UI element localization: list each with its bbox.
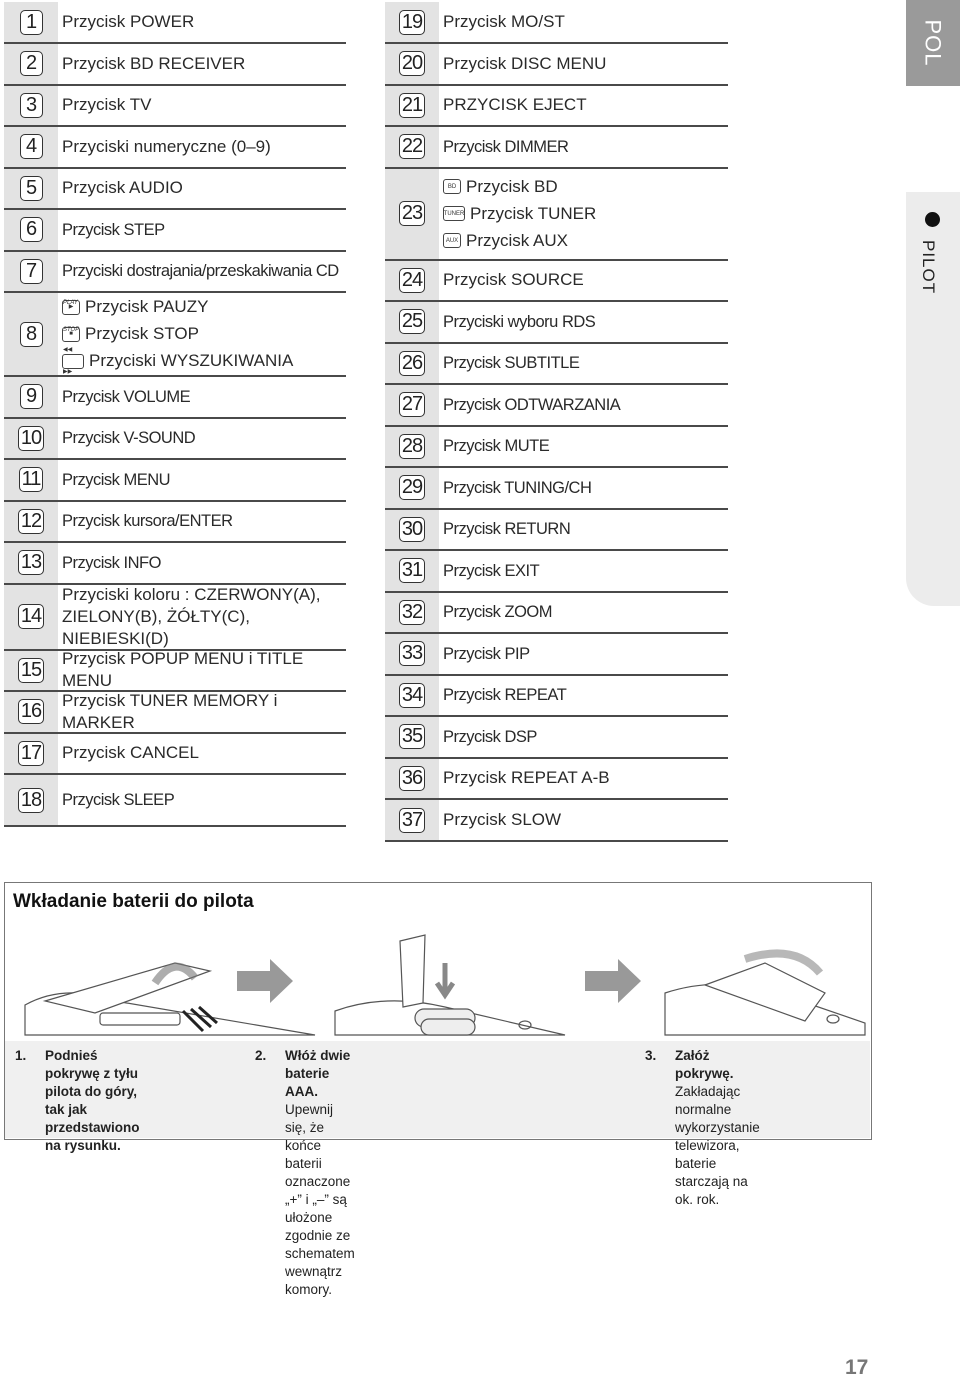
language-tab-label: POL bbox=[921, 19, 946, 67]
item-label: Przyciski numeryczne (0–9) bbox=[62, 136, 271, 156]
next-arrow-icon bbox=[237, 959, 293, 1003]
legend-row bbox=[385, 344, 728, 386]
item-number-cell bbox=[385, 261, 439, 301]
item-number-cell bbox=[385, 427, 439, 467]
item-number-cell bbox=[4, 293, 58, 375]
sub-item bbox=[62, 294, 293, 321]
item-label: Przycisk VOLUME bbox=[62, 387, 191, 406]
step-heading-line: Podnieś pokrywę z tyłu bbox=[45, 1048, 139, 1081]
battery-title: Wkładanie baterii do pilota bbox=[13, 891, 254, 912]
step-body-line: ułożone zgodnie ze schematem wewnątrz komory. bbox=[285, 1210, 355, 1297]
sub-item-label: Przycisk TUNER bbox=[470, 203, 597, 223]
language-tab bbox=[906, 0, 960, 86]
legend-row bbox=[385, 385, 728, 427]
legend-row bbox=[385, 634, 728, 676]
legend-row bbox=[385, 86, 728, 128]
legend-row bbox=[4, 86, 346, 128]
item-number: 5 bbox=[20, 176, 43, 201]
item-label: Przycisk MENU bbox=[62, 470, 171, 489]
legend-row bbox=[385, 676, 728, 718]
item-number: 15 bbox=[18, 658, 44, 683]
item-number: 23 bbox=[399, 201, 425, 226]
item-number: 2 bbox=[20, 51, 43, 76]
item-label: Przycisk MO/ST bbox=[443, 12, 565, 31]
item-number: 4 bbox=[20, 134, 43, 159]
item-label: PRZYCISK EJECT bbox=[443, 95, 587, 115]
step-body-line: baterie starczają na ok. rok. bbox=[675, 1156, 748, 1207]
legend-row bbox=[4, 127, 346, 169]
item-number-cell bbox=[385, 593, 439, 633]
item-number: 16 bbox=[18, 699, 44, 724]
legend-row bbox=[4, 543, 346, 585]
item-label: Przycisk SOURCE bbox=[443, 270, 584, 290]
sub-item bbox=[443, 200, 596, 227]
button-icon: BD bbox=[443, 179, 461, 194]
item-label-line: NIEBIESKI(D) bbox=[62, 628, 169, 648]
item-number-cell bbox=[4, 2, 58, 42]
right-column bbox=[385, 2, 728, 842]
item-label: Przycisk TUNER MEMORY i MARKER bbox=[62, 690, 278, 732]
legend-row bbox=[385, 44, 728, 86]
button-icon: ◀◀ ▶▶ bbox=[62, 354, 84, 369]
item-number: 30 bbox=[399, 517, 425, 542]
item-label: Przycisk SLEEP bbox=[62, 791, 175, 809]
legend-row bbox=[4, 651, 346, 693]
item-label bbox=[58, 294, 293, 375]
item-label: Przycisk RETURN bbox=[443, 520, 571, 539]
item-number-cell bbox=[385, 551, 439, 591]
item-label: Przycisk PIP bbox=[443, 644, 530, 663]
item-label: Przycisk POWER bbox=[62, 12, 195, 31]
item-label-line: ZIELONY(B), ŻÓŁTY(C), bbox=[62, 606, 250, 626]
page-number: 17 bbox=[845, 1356, 869, 1379]
item-number-cell bbox=[385, 717, 439, 757]
button-icon: AUX bbox=[443, 233, 461, 248]
button-icon: ▶ PLAY bbox=[62, 300, 80, 315]
legend-row bbox=[4, 585, 346, 651]
item-number-cell bbox=[385, 676, 439, 716]
item-label: Przyciski dostrajania/przeskakiwania CD bbox=[62, 262, 339, 281]
sub-item bbox=[443, 173, 596, 200]
item-number-cell bbox=[4, 585, 58, 649]
legend-row bbox=[4, 44, 346, 86]
item-label: Przycisk V-SOUND bbox=[62, 429, 196, 448]
left-column bbox=[4, 2, 346, 827]
item-label: Przycisk TV bbox=[62, 95, 152, 115]
section-tab-label: PILOT bbox=[919, 240, 938, 295]
item-label: Przycisk REPEAT A-B bbox=[443, 768, 610, 788]
legend-row bbox=[4, 419, 346, 461]
item-number-cell bbox=[385, 759, 439, 799]
sub-item bbox=[443, 227, 596, 254]
item-number-cell bbox=[4, 543, 58, 583]
item-number: 25 bbox=[399, 309, 425, 334]
item-number-cell bbox=[4, 86, 58, 126]
item-number: 8 bbox=[20, 322, 43, 347]
item-number-cell bbox=[4, 775, 58, 825]
item-number: 14 bbox=[18, 604, 44, 629]
item-number: 1 bbox=[20, 10, 43, 35]
item-number: 13 bbox=[18, 550, 44, 575]
item-label: Przycisk BD RECEIVER bbox=[62, 53, 246, 73]
item-number: 12 bbox=[18, 509, 44, 534]
legend-row bbox=[385, 2, 728, 44]
legend-row bbox=[385, 302, 728, 344]
button-icon: ■ STOP bbox=[62, 327, 80, 342]
item-number: 36 bbox=[399, 766, 425, 791]
item-label: Przycisk POPUP MENU i TITLE MENU bbox=[62, 649, 304, 691]
step-body-line: Zakładając normalne bbox=[675, 1084, 741, 1117]
item-label: Przycisk SLOW bbox=[443, 810, 562, 829]
item-number: 33 bbox=[399, 641, 425, 666]
next-arrow-icon bbox=[585, 959, 641, 1003]
item-number-cell bbox=[385, 468, 439, 508]
item-number: 17 bbox=[18, 741, 44, 766]
item-number-cell bbox=[4, 169, 58, 209]
step-body-line: wykorzystanie telewizora, bbox=[675, 1120, 760, 1153]
item-number: 19 bbox=[399, 10, 425, 35]
item-label bbox=[58, 584, 321, 650]
legend-row bbox=[385, 468, 728, 510]
step-text bbox=[285, 1047, 355, 1299]
item-label: Przycisk ODTWARZANIA bbox=[443, 395, 621, 414]
remote-batteries-image bbox=[335, 935, 565, 1035]
sub-item-label: Przycisk BD bbox=[466, 176, 558, 196]
item-number: 7 bbox=[20, 259, 43, 284]
item-number-cell bbox=[385, 169, 439, 259]
steps-band bbox=[5, 1041, 870, 1297]
item-number-cell bbox=[4, 44, 58, 84]
item-number-cell bbox=[4, 210, 58, 250]
item-number-cell bbox=[4, 460, 58, 500]
legend-row bbox=[385, 127, 728, 169]
battery-illustration bbox=[5, 923, 870, 1041]
item-label-line: Przyciski koloru : CZERWONY(A), bbox=[62, 584, 321, 604]
legend-row bbox=[4, 169, 346, 211]
item-number: 18 bbox=[18, 788, 44, 813]
item-label: Przycisk MUTE bbox=[443, 437, 550, 456]
legend-row bbox=[385, 551, 728, 593]
item-label: Przycisk kursora/ENTER bbox=[62, 512, 233, 531]
item-number-cell bbox=[4, 127, 58, 167]
item-number: 27 bbox=[399, 392, 425, 417]
item-number: 21 bbox=[399, 93, 425, 118]
item-label: Przycisk AUDIO bbox=[62, 178, 183, 198]
legend-row bbox=[385, 510, 728, 552]
step-heading-line: przedstawiono na rysunku. bbox=[45, 1120, 140, 1153]
item-number: 22 bbox=[399, 134, 425, 159]
button-icon: TUNER bbox=[443, 206, 465, 221]
item-number: 31 bbox=[399, 558, 425, 583]
item-number: 20 bbox=[399, 51, 425, 76]
sub-item bbox=[62, 321, 293, 348]
step-body-line: Upewnij się, że końce baterii oznaczone „+” i „–” są bbox=[285, 1102, 351, 1207]
legend-row bbox=[4, 293, 346, 377]
item-number-cell bbox=[385, 634, 439, 674]
item-number: 29 bbox=[399, 475, 425, 500]
item-number: 9 bbox=[20, 384, 43, 409]
item-label: Przycisk DISC MENU bbox=[443, 53, 607, 73]
item-number: 24 bbox=[399, 268, 425, 293]
legend-row bbox=[4, 775, 346, 827]
step-text bbox=[675, 1047, 760, 1209]
step-text bbox=[45, 1047, 140, 1155]
legend-row bbox=[385, 593, 728, 635]
item-number-cell bbox=[385, 86, 439, 126]
sub-item-label: Przycisk PAUZY bbox=[85, 297, 209, 316]
item-label: Przycisk INFO bbox=[62, 553, 161, 572]
item-number-cell bbox=[385, 385, 439, 425]
bullet-icon bbox=[925, 212, 940, 227]
item-number-cell bbox=[4, 377, 58, 417]
item-number-cell bbox=[385, 344, 439, 384]
step-heading-line: pilota do góry, tak jak bbox=[45, 1084, 137, 1117]
legend-row bbox=[4, 2, 346, 44]
item-number-cell bbox=[385, 2, 439, 42]
item-number-cell bbox=[385, 302, 439, 342]
item-label: Przycisk TUNING/CH bbox=[443, 478, 592, 497]
item-number-cell bbox=[4, 734, 58, 774]
legend-row bbox=[4, 377, 346, 419]
item-number: 3 bbox=[20, 93, 43, 118]
legend-row bbox=[385, 261, 728, 303]
item-number-cell bbox=[385, 44, 439, 84]
item-label: Przyciski wyboru RDS bbox=[443, 312, 596, 331]
sub-item-label: Przycisk STOP bbox=[85, 324, 199, 343]
step-number: 3. bbox=[645, 1048, 657, 1063]
item-number: 32 bbox=[399, 600, 425, 625]
item-number: 11 bbox=[19, 467, 44, 492]
legend-row bbox=[385, 800, 728, 842]
remote-closed-cover-image bbox=[665, 953, 865, 1035]
item-label: Przycisk ZOOM bbox=[443, 603, 552, 622]
item-number-cell bbox=[385, 510, 439, 550]
legend-row bbox=[4, 252, 346, 294]
item-number-cell bbox=[4, 502, 58, 542]
item-number-cell bbox=[4, 419, 58, 459]
item-number: 28 bbox=[399, 434, 425, 459]
sub-item-label: Przycisk AUX bbox=[466, 230, 569, 250]
item-label: Przycisk EXIT bbox=[443, 561, 540, 580]
item-number-cell bbox=[385, 127, 439, 167]
legend-row bbox=[4, 502, 346, 544]
legend-row bbox=[385, 169, 728, 261]
item-label bbox=[439, 173, 596, 254]
step-heading-line: Załóż pokrywę. bbox=[675, 1048, 734, 1081]
legend-row bbox=[4, 692, 346, 734]
item-label: Przycisk DSP bbox=[443, 727, 537, 746]
legend-row bbox=[4, 460, 346, 502]
item-number: 6 bbox=[20, 217, 43, 242]
item-number-cell bbox=[385, 800, 439, 840]
sub-item-label: Przyciski WYSZUKIWANIA bbox=[89, 351, 294, 370]
button-tag: PLAY bbox=[63, 299, 78, 306]
item-number: 37 bbox=[399, 808, 425, 833]
battery-section bbox=[4, 882, 872, 1297]
item-number: 34 bbox=[399, 683, 425, 708]
item-label: Przycisk CANCEL bbox=[62, 743, 199, 763]
legend-row bbox=[4, 210, 346, 252]
sub-item bbox=[62, 348, 293, 375]
item-label: Przycisk STEP bbox=[62, 220, 165, 239]
step-heading-line: Włóż dwie baterie AAA. bbox=[285, 1048, 351, 1099]
item-number: 35 bbox=[399, 724, 425, 749]
step-number: 2. bbox=[255, 1048, 267, 1063]
item-label: Przycisk REPEAT bbox=[443, 686, 567, 705]
item-number: 10 bbox=[18, 426, 44, 451]
item-number: 26 bbox=[399, 351, 425, 376]
legend-row bbox=[385, 717, 728, 759]
item-number-cell bbox=[4, 692, 58, 732]
legend-row bbox=[385, 427, 728, 469]
legend-row bbox=[4, 734, 346, 776]
section-tab bbox=[906, 192, 960, 606]
step-number: 1. bbox=[15, 1048, 27, 1063]
legend-row bbox=[385, 759, 728, 801]
item-number-cell bbox=[4, 252, 58, 292]
item-number-cell bbox=[4, 651, 58, 691]
button-tag: STOP bbox=[63, 326, 80, 333]
item-label: Przycisk SUBTITLE bbox=[443, 354, 580, 373]
item-label: Przycisk DIMMER bbox=[443, 137, 569, 156]
